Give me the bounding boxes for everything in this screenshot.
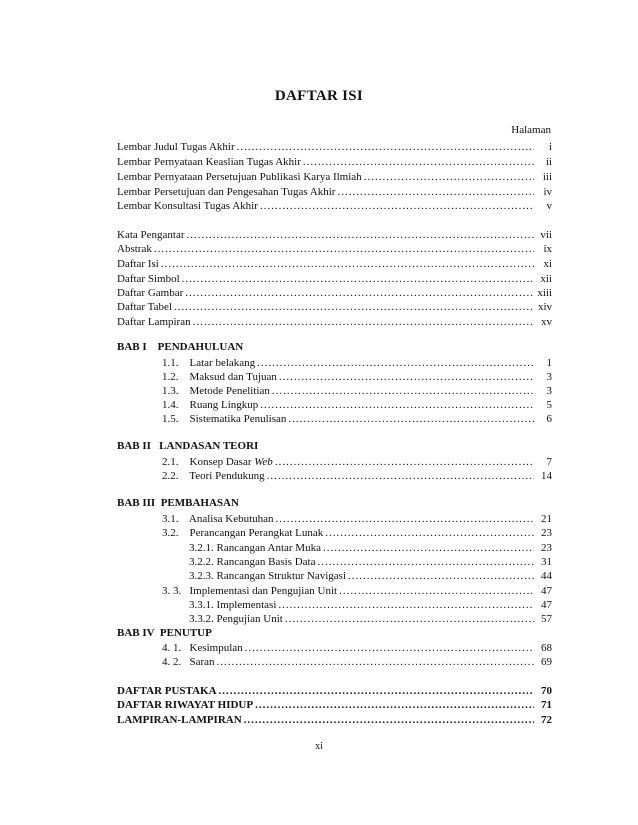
toc-entry: Lembar Pernyataan Keaslian Tugas Akhir ..... ii <box>117 155 552 169</box>
page-number: 3 <box>546 385 552 397</box>
toc-entry: LAMPIRAN-LAMPIRAN ..... 72 <box>117 713 552 727</box>
page-number: 1 <box>546 357 552 369</box>
page-number: 21 <box>541 513 552 525</box>
toc-entry: Daftar Tabel ..... xiv <box>117 300 552 314</box>
toc-entry: 3. 3. Implementasi dan Pengujian Unit ..... 47 <box>162 584 552 598</box>
toc-entry: Lembar Judul Tugas Akhir ..... i <box>117 140 552 154</box>
toc-entry: 3.3.2. Pengujian Unit ..... 57 <box>189 612 552 626</box>
page-number: 14 <box>541 470 552 482</box>
page-number: 71 <box>541 699 552 711</box>
page-number: xii <box>540 273 552 285</box>
page-number: ix <box>543 243 552 255</box>
toc-entry: 3.2. Perancangan Perangkat Lunak ..... 23 <box>162 526 552 540</box>
toc-entry: Daftar Gambar ..... xiii <box>117 286 552 300</box>
page-number: iii <box>542 171 552 183</box>
toc-entry: 3.2.3. Rancangan Struktur Navigasi ..... 44 <box>189 569 552 583</box>
toc-entry: 2.1. Konsep Dasar Web ..... 7 <box>162 455 552 469</box>
page-number: 6 <box>546 413 552 425</box>
page-number: xi <box>543 258 552 270</box>
page-number: 23 <box>541 542 552 554</box>
page-number: xiv <box>537 301 552 313</box>
toc-entry: Abstrak ..... ix <box>117 242 552 256</box>
page-number: 70 <box>541 685 552 697</box>
toc-entry: 4. 2. Saran ..... 69 <box>162 655 552 669</box>
toc-entry: 3.1. Analisa Kebutuhan ..... 21 <box>162 512 552 526</box>
toc-entry: 3.3.1. Implementasi ..... 47 <box>189 598 552 612</box>
toc-entry: 4. 1. Kesimpulan ..... 68 <box>162 641 552 655</box>
toc-entry: DAFTAR PUSTAKA ..... 70 <box>117 684 552 698</box>
chapter-heading: BAB IV PENUTUP <box>117 627 212 639</box>
toc-entry: 1.2. Maksud dan Tujuan ..... 3 <box>162 370 552 384</box>
chapter-heading: BAB II LANDASAN TEORI <box>117 440 259 452</box>
toc-entry: Kata Pengantar ..... vii <box>117 228 552 242</box>
toc-entry: Daftar Lampiran ..... xv <box>117 315 552 329</box>
toc-entry: 1.1. Latar belakang ..... 1 <box>162 356 552 370</box>
page-number: 47 <box>541 599 552 611</box>
page-number: 44 <box>541 570 552 582</box>
toc-entry: 3.2.1. Rancangan Antar Muka ..... 23 <box>189 541 552 555</box>
page-number: i <box>548 141 552 153</box>
page-number: 57 <box>541 613 552 625</box>
toc-entry: Lembar Konsultasi Tugas Akhir ..... v <box>117 199 552 213</box>
page-number: 5 <box>546 399 552 411</box>
page-number: ii <box>545 156 552 168</box>
toc-entry: 1.3. Metode Penelitian ..... 3 <box>162 384 552 398</box>
toc-entry: 1.4. Ruang Lingkup ..... 5 <box>162 398 552 412</box>
halaman-label: Halaman <box>511 124 551 136</box>
toc-entry: Lembar Persetujuan dan Pengesahan Tugas Akhir ..... iv <box>117 185 552 199</box>
page-number: 31 <box>541 556 552 568</box>
page-number: vii <box>540 229 552 241</box>
toc-entry: 3.2.2. Rancangan Basis Data ..... 31 <box>189 555 552 569</box>
toc-entry: Daftar Isi ..... xi <box>117 257 552 271</box>
page-number: v <box>546 200 552 212</box>
page-number: 69 <box>541 656 552 668</box>
page-number: xiii <box>537 287 552 299</box>
page-number: xv <box>541 316 552 328</box>
toc-entry: 2.2. Teori Pendukung ..... 14 <box>162 469 552 483</box>
page-number: 23 <box>541 527 552 539</box>
page-number: 47 <box>541 585 552 597</box>
footer-page-number: xi <box>315 741 323 752</box>
toc-entry: 1.5. Sistematika Penulisan ..... 6 <box>162 412 552 426</box>
chapter-heading: BAB I PENDAHULUAN <box>117 341 244 353</box>
page-number: 72 <box>541 714 552 726</box>
page-number: iv <box>543 186 552 198</box>
page-title: DAFTAR ISI <box>274 88 364 104</box>
toc-entry: Daftar Simbol ..... xii <box>117 272 552 286</box>
toc-entry: Lembar Pernyataan Persetujuan Publikasi Karya Ilmiah ..... iii <box>117 170 552 184</box>
page-number: 3 <box>546 371 552 383</box>
page-number: 7 <box>546 456 552 468</box>
page-number: 68 <box>541 642 552 654</box>
toc-entry: DAFTAR RIWAYAT HIDUP ..... 71 <box>117 698 552 712</box>
chapter-heading: BAB III PEMBAHASAN <box>117 497 239 509</box>
